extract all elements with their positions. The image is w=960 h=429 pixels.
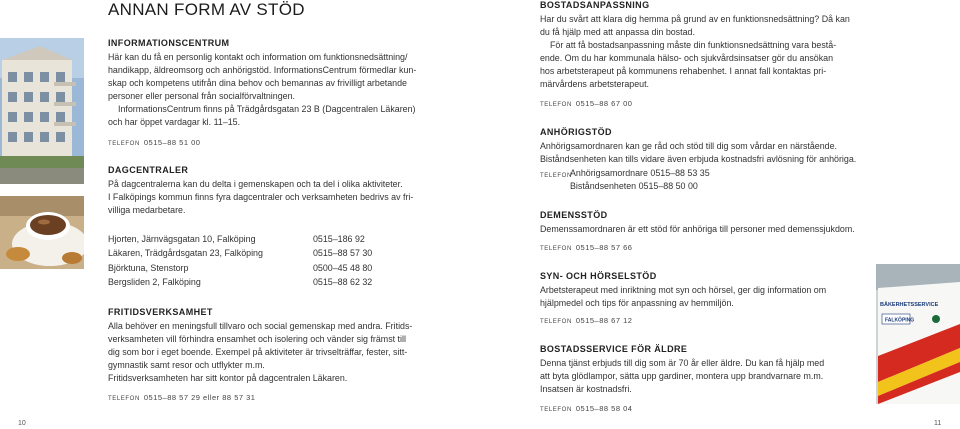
section-heading-syn-och-horselstod: SYN- OCH HÖRSELSTÖD: [540, 271, 657, 281]
location-name: Bergsliden 2, Falköping: [108, 277, 201, 287]
section-heading-bostadsanpassning: BOSTADSANPASSNING: [540, 0, 650, 10]
section-heading-dagcentraler: DAGCENTRALER: [108, 165, 189, 175]
syn-och-horselstod-phone: TELEFON 0515–88 67 12: [540, 316, 633, 325]
section-heading-anhorigstod: ANHÖRIGSTÖD: [540, 127, 612, 137]
anhorigstod-text: Anhörigsamordnaren kan ge råd och stöd till dig som vårdar en närstående. Biståndsenheten kan tills vidare även erbjuda kostnadsfri avlösning för anhöriga.: [540, 141, 857, 164]
anhorigstod-phone: TELEFON: [540, 173, 572, 179]
location-phone: 0515–88 62 32: [313, 277, 373, 287]
page-number-right: 11: [934, 420, 942, 427]
fritidsverksamhet-text: Alla behöver en meningsfull tillvaro och social gemenskap med andra. Fritids- verksamheten vill förhindra ensamhet och isolering och vänder sig främst till dig som bor i eget boende. Exempel på aktiviteter är trivselträffar, fester, sitt- gymnastik samt resor och utflykter m.m. Fritidsverksamheten har sitt kontor på dagcentralen Läkaren.: [108, 321, 413, 383]
fritidsverksamhet-phone: TELEFON 0515–88 57 29 eller 88 57 31: [108, 393, 256, 402]
informationscentrum-phone: TELEFON 0515–88 51 00: [108, 138, 201, 147]
coffee-cup-photo: [0, 196, 84, 269]
section-heading-bostadsservice: BOSTADSSERVICE FÖR ÄLDRE: [540, 344, 688, 354]
location-name: Hjorten, Järnvägsgatan 10, Falköping: [108, 234, 256, 244]
section-heading-informationscentrum: INFORMATIONSCENTRUM: [108, 38, 230, 48]
bistandsenheten-phone: Biståndsenheten 0515–88 50 00: [570, 181, 698, 191]
bostadsanpassning-text: Har du svårt att klara dig hemma på grund av en funktionsnedsättning? Då kan du få hjälp med att anpassa din bostad. För att få bostadsanpassning måste din funktionsnedsättning vara bestå- ende. Om du har kommunala hälso- och sjukvårdsinsatser gör du ansökan hos arbetsterapeut på kommunens rehabenhet. I annat fall kontaktas pri- märvårdens arbetsterapeut.: [540, 14, 850, 89]
van-brand-text: BÄKERHETSSERVICE: [880, 302, 939, 308]
informationscentrum-text: Här kan du få en personlig kontakt och information om funktionsnedsättning/ handikapp, äldreomsorg och anhörigstöd. InformationsCentrum förmedlar kun- skap och kompetens utifrån dina behov och bemannas av frivilligt arbetande personer eller personal från socialförvaltningen. InformationsCentrum finns på Trädgårdsgatan 23 B (Dagcentralen Läkaren) och har öppet vardagar kl. 11–15.: [108, 52, 417, 127]
page-number-left: 10: [18, 420, 26, 427]
anhorigsamordnare-phone: Anhörigsamordnare 0515–88 53 35: [570, 168, 710, 178]
building-photo: [0, 38, 84, 184]
section-heading-demensstod: DEMENSSTÖD: [540, 210, 608, 220]
dagcentraler-text: På dagcentralerna kan du delta i gemenskapen och ta del i olika aktiviteter. I Falköpings kommun finns fyra dagcentraler och verksamheten bedrivs av fri- villiga medarbetare.: [108, 179, 414, 215]
location-phone: 0515–186 92: [313, 234, 365, 244]
page-title: ANNAN FORM AV STÖD: [108, 0, 305, 19]
syn-och-horselstod-text: Arbetsterapeut med inriktning mot syn och hörsel, ger dig information om hjälpmedel och tips för anpassning av hemmiljön.: [540, 285, 827, 308]
section-heading-fritidsverksamhet: FRITIDSVERKSAMHET: [108, 307, 213, 317]
demensstod-phone: TELEFON 0515–88 57 66: [540, 243, 633, 252]
location-phone: 0500–45 48 80: [313, 263, 373, 273]
bostadsservice-text: Denna tjänst erbjuds till dig som är 70 år eller äldre. Du kan få hjälp med att byta glödlampor, sätta upp gardiner, montera upp brandvarnare m.m. Insatsen är kostnadsfri.: [540, 358, 825, 394]
demensstod-text: Demenssamordnaren är ett stöd för anhöriga till personer med demenssjukdom.: [540, 224, 855, 234]
bostadsservice-phone: TELEFON 0515–88 58 04: [540, 404, 633, 413]
service-van-photo: [876, 264, 960, 404]
van-city-text: FALKÖPING: [885, 317, 915, 324]
location-name: Läkaren, Trädgårdsgatan 23, Falköping: [108, 248, 263, 258]
location-name: Björktuna, Stenstorp: [108, 263, 189, 273]
location-phone: 0515–88 57 30: [313, 248, 373, 258]
bostadsanpassning-phone: TELEFON 0515–88 67 00: [540, 99, 633, 108]
